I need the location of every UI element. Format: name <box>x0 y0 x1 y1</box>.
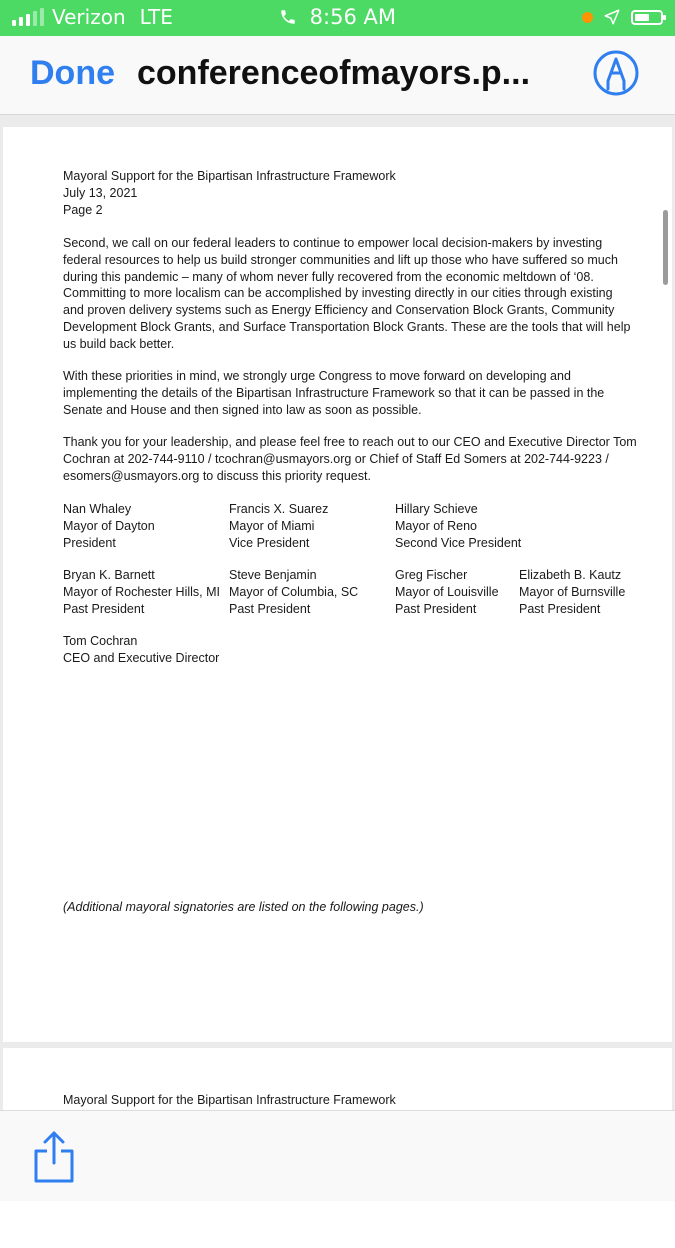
carrier-name: Verizon <box>52 5 126 29</box>
text-line: implementing the details of the Bipartisan Infrastructure Framework so that it can be passed in the <box>63 385 605 400</box>
signatory-block <box>395 567 499 617</box>
signatory-role: Past President <box>63 601 145 616</box>
phone-call-icon <box>279 8 297 26</box>
signatory-name: Nan Whaley <box>63 502 132 516</box>
signatory-name: Steve Benjamin <box>229 568 317 582</box>
text-line: during this pandemic – many of whom never fully recovered from the economic meltdown of ‘08. <box>63 269 594 284</box>
text-line: With these priorities in mind, we strongly urge Congress to move forward on developing and <box>63 369 571 383</box>
letter-header <box>63 168 396 218</box>
signatory-role: Second Vice President <box>395 535 522 550</box>
signatory-title: Mayor of Reno <box>395 518 477 533</box>
document-title: conferenceofmayors.p... <box>137 54 531 92</box>
text-line: us build back better. <box>63 336 175 351</box>
navigation-bar <box>0 36 675 115</box>
text-line: Development Block Grants, and Surface Transportation Block Grants. These are the tools that will help <box>63 319 631 334</box>
network-type: LTE <box>139 5 173 29</box>
text-line: esomers@usmayors.org to discuss this priority request. <box>63 468 371 483</box>
paragraph-contact <box>63 434 643 484</box>
page-label: Page 2 <box>63 202 103 217</box>
share-icon[interactable] <box>30 1129 78 1185</box>
scrollbar[interactable] <box>663 210 668 285</box>
text-line: Cochran at 202-744-9110 / tcochran@usmayors.org or Chief of Staff Ed Somers at 202-744-9223 / <box>63 451 609 466</box>
signatory-block <box>63 501 155 551</box>
pdf-page-2 <box>3 127 672 1042</box>
signatory-title: Mayor of Rochester Hills, MI <box>63 584 220 599</box>
status-center <box>0 5 675 29</box>
text-line: Second, we call on our federal leaders to continue to empower local decision-makers by investing <box>63 236 603 250</box>
recording-dot-icon <box>582 12 593 23</box>
done-button[interactable]: Done <box>30 54 115 92</box>
signatory-block <box>229 567 358 617</box>
pdf-viewer[interactable] <box>0 115 675 1110</box>
signatory-name: Elizabeth B. Kautz <box>519 568 622 582</box>
status-right <box>582 8 663 26</box>
paragraph-localism <box>63 235 643 353</box>
text-line: Committing to more localism can be accomplished by investing directly in our cities through existing <box>63 286 613 301</box>
signatory-name: Greg Fischer <box>395 568 468 582</box>
additional-signatories-note: (Additional mayoral signatories are listed on the following pages.) <box>63 900 424 914</box>
paragraph-urge-congress <box>63 368 643 418</box>
signatory-block <box>395 501 521 551</box>
signatory-role: Vice President <box>229 535 310 550</box>
letter-title: Mayoral Support for the Bipartisan Infrastructure Framework <box>63 169 396 183</box>
signatory-title: Mayor of Columbia, SC <box>229 584 359 599</box>
signatory-title: Mayor of Burnsville <box>519 584 626 599</box>
text-line: Thank you for your leadership, and please feel free to reach out to our CEO and Executive Director Tom <box>63 435 637 449</box>
status-bar <box>0 0 675 36</box>
signatory-name: Hillary Schieve <box>395 502 478 516</box>
signatory-role: Past President <box>519 601 601 616</box>
signatory-block <box>63 633 219 667</box>
battery-icon <box>631 10 663 25</box>
signatory-name: Tom Cochran <box>63 634 138 648</box>
text-line: federal resources to help us build stronger communities and lift up those who have suffered so much <box>63 252 618 267</box>
signatory-role: Past President <box>395 601 477 616</box>
signatory-title: Mayor of Miami <box>229 518 315 533</box>
text-line: Senate and House and then signed into law as soon as possible. <box>63 402 422 417</box>
signatory-block <box>63 567 220 617</box>
signatory-block <box>229 501 328 551</box>
signatory-role: Past President <box>229 601 311 616</box>
signatory-name: Francis X. Suarez <box>229 502 329 516</box>
markup-pen-icon[interactable] <box>592 49 640 97</box>
signatory-block <box>519 567 625 617</box>
signatory-title: Mayor of Louisville <box>395 584 499 599</box>
text-line: and proven delivery systems such as Energy Efficiency and Conservation Block Grants, Community <box>63 303 615 318</box>
letter-date: July 13, 2021 <box>63 185 138 200</box>
location-arrow-icon <box>603 8 621 26</box>
clock: 8:56 AM <box>309 5 396 29</box>
signatory-title: CEO and Executive Director <box>63 650 220 665</box>
signatory-name: Bryan K. Barnett <box>63 568 155 582</box>
letter-title: Mayoral Support for the Bipartisan Infrastructure Framework <box>63 1093 396 1107</box>
signatory-title: Mayor of Dayton <box>63 518 155 533</box>
signatory-role: President <box>63 535 116 550</box>
bottom-toolbar <box>0 1110 675 1201</box>
